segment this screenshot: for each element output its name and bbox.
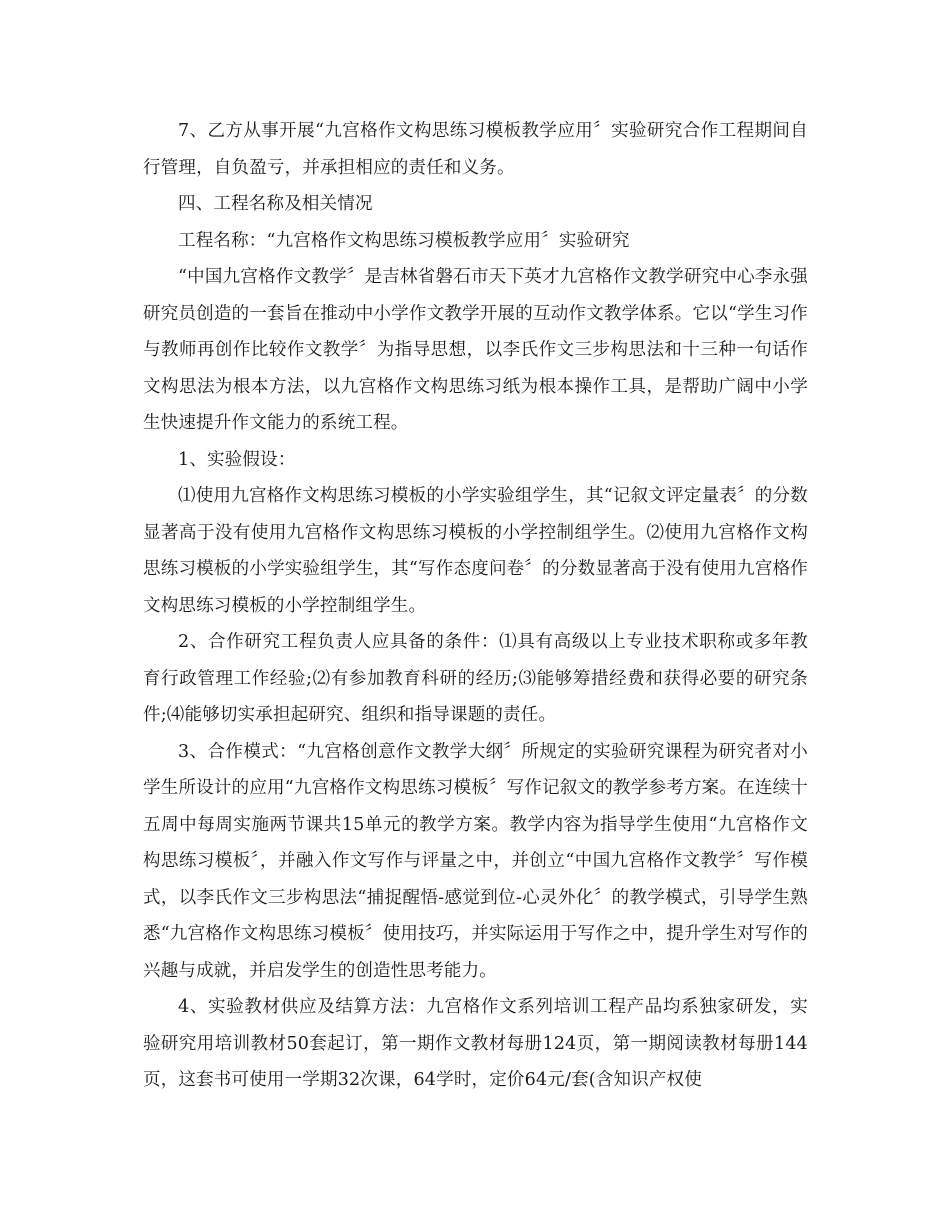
hypothesis-text: ⑴使用九宫格作文构思练习模板的小学实验组学生，其“记叙文评定量表〞的分数显著高于没有使用九宫格作文构思练习模板的小学控制组学生。⑵使用九宫格作文构思练习模板的小学实验组学生，其“写作态度问卷〞的分数显著高于没有使用九宫格作文构思练习模板的小学控制组学生。 [143, 486, 808, 616]
paragraph-item-7: 7、乙方从事开展“九宫格作文构思练习模板教学应用〞实验研究合作工程期间自行管理，自负盈亏，并承担相应的责任和义务。 [143, 121, 808, 178]
project-name: 工程名称：“九宫格作文构思练习模板教学应用〞实验研究 [178, 230, 630, 251]
project-description: “中国九宫格作文教学〞是吉林省磐石市天下英才九宫格作文教学研究中心李永强研究员创造的一套旨在推动中小学作文教学开展的互动作文教学体系。它以“学生习作与教师再创作比较作文教学〞为指导思想，以李氏作文三步构思法和十三种一句话作文构思法为根本方法，以九宫格作文构思练习纸为根本操作工具，是帮助广阔中小学生快速提升作文能力的系统工程。 [143, 267, 808, 433]
leader-requirements: 2、合作研究工程负责人应具备的条件：⑴具有高级以上专业技术职称或多年教育行政管理工作经验;⑵有参加教育科研的经历;⑶能够筹措经费和获得必要的研究条件;⑷能够切实承担起研究、组织和指导课题的责任。 [143, 632, 808, 725]
cooperation-mode: 3、合作模式：“九宫格创意作文教学大纲〞所规定的实验研究课程为研究者对小学生所设计的应用“九宫格作文构思练习模板〞写作记叙文的教学参考方案。在连续十五周中每周实施两节课共15单元的教学方案。教学内容为指导学生使用“九宫格作文构思练习模板〞，并融入作文写作与评量之中，并创立“中国九宫格作文教学〞写作模式，以李氏作文三步构思法“捕捉醒悟-感觉到位-心灵外化〞的教学模式，引导学生熟悉“九宫格作文构思练习模板〞使用技巧，并实际运用于写作之中，提升学生对写作的兴趣与成就，并启发学生的创造性思考能力。 [143, 741, 808, 981]
document-body [143, 113, 808, 1099]
subheading-hypothesis: 1、实验假设： [178, 449, 296, 470]
section-heading-4: 四、工程名称及相关情况 [178, 194, 373, 214]
materials-settlement: 4、实验教材供应及结算方法：九宫格作文系列培训工程产品均系独家研发，实验研究用培训教材50套起订，第一期作文教材每册124页，第一期阅读教材每册144页，这套书可使用一学期32次课，64学时，定价64元/套(含知识产权使 [143, 997, 808, 1090]
